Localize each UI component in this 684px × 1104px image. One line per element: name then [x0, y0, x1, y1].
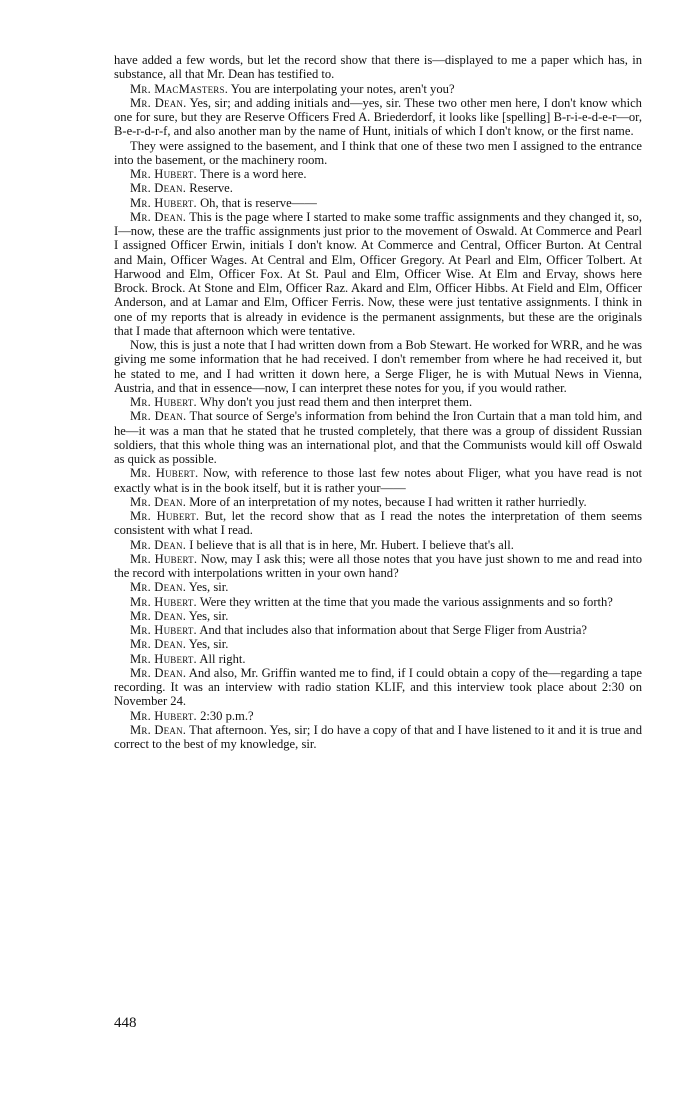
speaker-name: Mr. Hubert.: [130, 551, 198, 566]
speaker-name: Mr. Dean.: [130, 494, 187, 509]
paragraph-text: This is the page where I started to make some traffic assignments and they changed it, so, I—now, these are the traffic assignments just prior to the movement of Oswald. At Commerce and Pearl I assigned Officer Erwin, initials I don't know. At Commerce and Central, Officer Burton. At Central and Main, Officer Wages. At Central and Elm, Officer Gregory. At Pearl and Elm, Officer Tolbert. At Harwood and Elm, Officer Fox. At St. Paul and Elm, Officer Wise. At Elm and Ervay, shows here Brock. Brock. At Stone and Elm, Officer Raz. Akard and Elm, Officer Hibbs. At Field and Elm, Officer Anderson, and at Lamar and Elm, Officer Ferris. Now, these were just tentative assignments. I think in one of my reports that is already in evidence is the permanent assignments, but these are the originals that I made that afternoon which were tentative.: [114, 209, 642, 338]
paragraph-text: Yes, sir.: [188, 580, 229, 595]
speaker-name: Mr. Hubert.: [130, 509, 200, 523]
speaker-name: Mr. Hubert.: [130, 651, 197, 666]
speaker-name: Mr. Hubert.: [130, 594, 197, 609]
testimony-paragraph: [114, 552, 642, 581]
paragraph-text: And that includes also that information about that Serge Fliger from Austria?: [199, 623, 588, 637]
testimony-paragraph: [114, 210, 642, 338]
paragraph-text: have added a few words, but let the record show that there is—displayed to me a paper which has, in substance, all that Mr. Dean has testified to.: [114, 53, 642, 82]
testimony-paragraph: [114, 709, 642, 723]
testimony-paragraph: [114, 82, 642, 96]
speaker-name: Mr. Dean.: [130, 665, 187, 680]
speaker-name: Mr. Dean.: [130, 608, 187, 623]
testimony-paragraph: [114, 509, 642, 538]
speaker-name: Mr. Dean.: [130, 722, 187, 737]
paragraph-text: There is a word here.: [199, 167, 307, 181]
testimony-paragraph: [114, 609, 642, 623]
paragraph-text: 2:30 p.m.?: [200, 708, 254, 723]
testimony-paragraph: [114, 139, 642, 168]
testimony-paragraph: [114, 666, 642, 709]
paragraph-text: I believe that is all that is in here, Mr. Hubert. I believe that's all.: [189, 537, 514, 552]
testimony-paragraph: [114, 652, 642, 666]
paragraph-text: That afternoon. Yes, sir; I do have a copy of that and I have listened to it and it is true and correct to the best of my knowledge, sir.: [114, 722, 642, 751]
speaker-name: Mr. Dean.: [130, 580, 187, 595]
speaker-name: Mr. Hubert.: [130, 195, 197, 210]
testimony-paragraph: [114, 538, 642, 552]
testimony-paragraph: [114, 623, 642, 637]
speaker-name: Mr. Hubert.: [130, 167, 197, 181]
testimony-paragraph: [114, 167, 642, 181]
paragraph-text: Now, may I ask this; were all those notes that you have just shown to me and read into the record with interpolations written in your own hand?: [114, 551, 642, 580]
paragraph-text: Yes, sir.: [188, 637, 229, 652]
speaker-name: Mr. Dean.: [130, 409, 187, 424]
paragraph-text: Were they written at the time that you made the various assignments and so forth?: [199, 594, 613, 609]
speaker-name: Mr. Dean.: [130, 95, 187, 110]
testimony-paragraph: [114, 181, 642, 195]
paragraph-text: Now, with reference to those last few notes about Fliger, what you have read is not exactly what is in the book itself, but it is rather your——: [114, 466, 642, 495]
speaker-name: Mr. Dean.: [130, 637, 187, 652]
testimony-paragraph: [114, 595, 642, 609]
speaker-name: Mr. Dean.: [130, 181, 187, 196]
paragraph-text: You are interpolating your notes, aren't you?: [230, 81, 455, 96]
testimony-paragraph: [114, 96, 642, 139]
speaker-name: Mr. Hubert.: [130, 708, 197, 723]
testimony-text: [114, 53, 642, 751]
testimony-paragraph: [114, 637, 642, 651]
testimony-paragraph: [114, 409, 642, 466]
testimony-paragraph: [114, 338, 642, 395]
testimony-paragraph: [114, 395, 642, 409]
paragraph-text: And also, Mr. Griffin wanted me to find, if I could obtain a copy of the—regarding a tape recording. It was an interview with radio station KLIF, and this interview took place about 2:30 on November 24.: [114, 665, 642, 709]
paragraph-text: That source of Serge's information from behind the Iron Curtain that a man told him, and he—it was a man that he stated that he trusted completely, that there was a group of dissident Russian soldiers, that this whole thing was an international plot, and that the Communists would kill off Oswald as quick as possible.: [114, 409, 643, 466]
testimony-paragraph: [114, 466, 642, 495]
paragraph-text: Yes, sir.: [188, 608, 229, 623]
speaker-name: Mr. Dean.: [130, 209, 187, 224]
paragraph-text: More of an interpretation of my notes, because I had written it rather hurriedly.: [189, 494, 587, 509]
speaker-name: Mr. Hubert.: [130, 395, 197, 409]
speaker-name: Mr. MacMasters.: [130, 81, 229, 96]
paragraph-text: They were assigned to the basement, and I think that one of these two men I assigned to the entrance into the basement, or the machinery room.: [114, 138, 642, 167]
paragraph-text: Why don't you just read them and then interpret them.: [199, 395, 473, 409]
page-number: 448: [114, 1015, 137, 1031]
paragraph-text: All right.: [199, 651, 246, 666]
testimony-paragraph: [114, 495, 642, 509]
paragraph-text: Yes, sir; and adding initials and—yes, sir. These two other men here, I don't know which one for sure, but they are Reserve Officers Fred A. Briederdorf, it looks like [spelling] B-r-i-e-d-e-r—or, B-e-r-d-r-f, and also another man by the name of Hunt, initials of which I don't know, or the first name.: [114, 95, 642, 139]
testimony-paragraph: [114, 196, 642, 210]
speaker-name: Mr. Hubert.: [130, 623, 197, 637]
testimony-paragraph: [114, 53, 642, 82]
paragraph-text: Now, this is just a note that I had written down from a Bob Stewart. He worked for WRR, and he was giving me some information that he had received. I don't remember from where he had received it, but he stated to me, and I had written it down here, a Serge Fliger, he is with Mutual News in Vienna, Austria, and that in essence—now, I can interpret these notes for you, if you would rather.: [114, 338, 642, 395]
testimony-paragraph: [114, 580, 642, 594]
testimony-paragraph: [114, 723, 642, 752]
paragraph-text: Oh, that is reserve——: [200, 195, 317, 210]
speaker-name: Mr. Hubert.: [130, 466, 199, 481]
paragraph-text: But, let the record show that as I read the notes the interpretation of them seems consistent with what I read.: [114, 509, 642, 538]
paragraph-text: Reserve.: [189, 181, 233, 196]
speaker-name: Mr. Dean.: [130, 537, 187, 552]
